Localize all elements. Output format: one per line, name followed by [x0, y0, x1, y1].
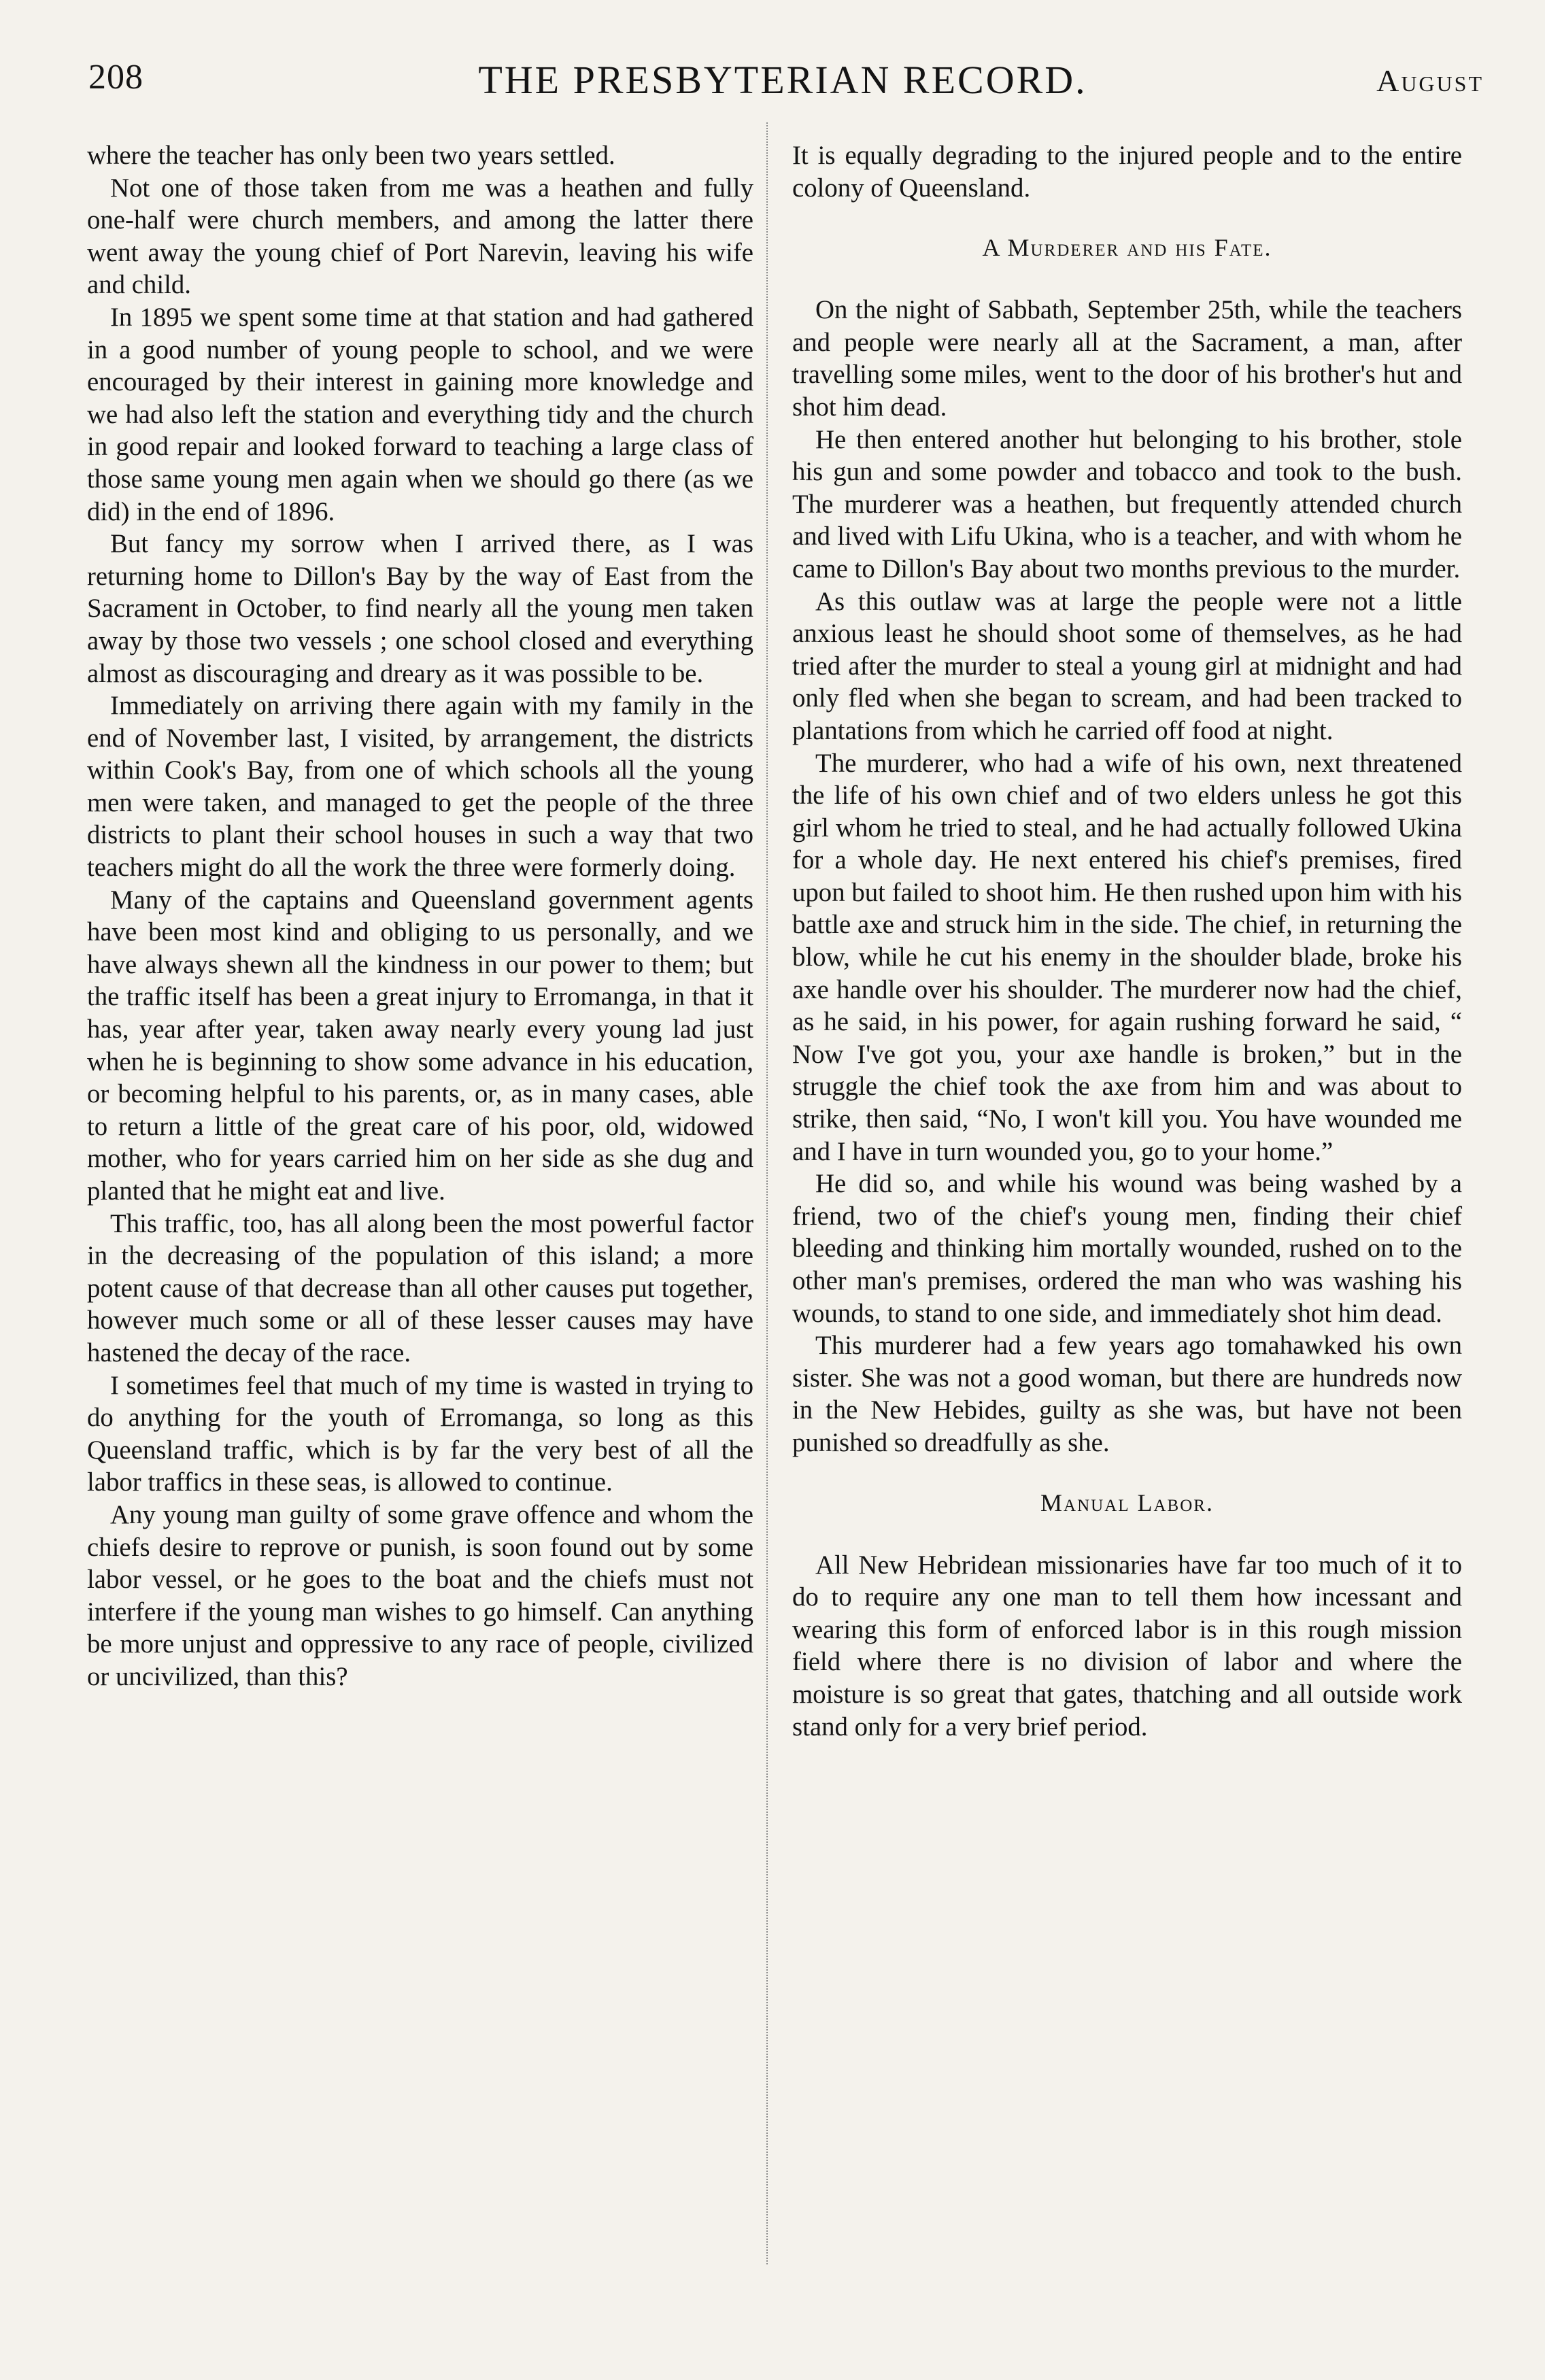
journal-title: THE PRESBYTERIAN RECORD. [478, 58, 1087, 102]
article-paragraph: Many of the captains and Queensland government agents have been most kind and obliging to us personally, and we have always shewn all the kindness in our power to them; but the traffic itself has been a great injury to Erromanga, in that it has, year after year, taken away nearly every young lad just when he is beginning to show some advance in his education, or becoming helpful to his parents, or, as in many cases, able to return a little of the great care of his poor, old, widowed mother, who for years carried him on her side as she dug and planted that he might eat and live. [87, 885, 753, 1206]
article-paragraph: It is equally degrading to the injured people and to the entire colony of Queensland. [792, 141, 1462, 203]
article-paragraph: This murderer had a few years ago tomahawked his own sister. She was not a good woman, but there are hundreds now in the New Hebides, guilty as she was, but have not been punished so dreadfully as she. [792, 1331, 1462, 1457]
article-paragraph: On the night of Sabbath, September 25th, while the teachers and people were nearly all at the Sacrament, a man, after travelling some miles, went to the door of his brother's hut and shot him dead. [792, 295, 1462, 422]
article-paragraph: I sometimes feel that much of my time is wasted in trying to do anything for the youth of Erromanga, so long as this Queensland traffic, which is by far the very best of all the labor traffics in these seas, is allowed to continue. [87, 1370, 753, 1497]
right-column [792, 139, 1462, 1743]
page-number: 208 [88, 58, 143, 97]
article-paragraph: As this outlaw was at large the people were not a little anxious least he should shoot some of themselves, as he had tried after the murder to steal a young girl at midnight and had only fled when she began to scream, and had been tracked to plantations from which he carried off food at night. [792, 586, 1462, 745]
section-heading-murderer: A Murderer and his Fate. [982, 234, 1272, 262]
article-paragraph: Immediately on arriving there again with my family in the end of November last, I visited, by arrangement, the districts within Cook's Bay, from one of which schools all the young men were taken, and managed to get the people of the three districts to plant their school houses in such a way that two teachers might do all the work the three were formerly doing. [87, 691, 753, 883]
article-paragraph: Any young man guilty of some grave offence and whom the chiefs desire to reprove or punish, is soon found out by some labor vessel, or he goes to the boat and the chiefs must not interfere if the young man wishes to go himself. Can anything be more unjust and oppressive to any race of people, civilized or uncivilized, than this? [87, 1499, 753, 1691]
issue-month: August [1376, 63, 1484, 98]
article-paragraph: But fancy my sorrow when I arrived there, as I was returning home to Dillon's Bay by the way of East from the Sacrament in October, to find nearly all the young men taken away by those two vessels ; one school closed and everything almost as discouraging and dreary as it was possible to be. [87, 529, 753, 688]
article-paragraph: The murderer, who had a wife of his own, next threatened the life of his own chief and of two elders unless he got this girl whom he tried to steal, and he had actually followed Ukina for a whole day. He next entered his chief's premises, fired upon but failed to shoot him. He then rushed upon him with his battle axe and struck him in the side. The chief, in returning the blow, while he cut his enemy in the shoulder blade, broke his axe handle over his shoulder. The murderer now had the chief, as he said, in his power, for again rushing forward he said, “ Now I've got you, your axe handle is broken,” but in the struggle the chief took the axe from him and was about to strike, then said, “No, I won't kill you. You have wounded me and I have in turn wounded you, go to your home.” [792, 748, 1462, 1166]
running-head [82, 57, 1484, 112]
column-divider [766, 122, 768, 2264]
left-column [87, 139, 753, 1693]
article-paragraph: He then entered another hut belonging to his brother, stole his gun and some powder and tobacco and took to the bush. The murderer was a heathen, but frequently attended church and lived with Lifu Ukina, who is a teacher, and with whom he came to Dillon's Bay about two months previous to the murder. [792, 424, 1462, 583]
article-paragraph: In 1895 we spent some time at that station and had gathered in a good number of young people to school, and we were encouraged by their interest in gaining more knowledge and we had also left the station and everything tidy and the church in good repair and looked forward to teaching a large class of those same young men again when we should go there (as we did) in the end of 1896. [87, 302, 753, 526]
article-paragraph: All New Hebridean missionaries have far too much of it to do to require any one man to tell them how incessant and wearing this form of enforced labor is in this rough mission field where there is no division of labor and where the moisture is so great that gates, thatching and all outside work stand only for a very brief period. [792, 1550, 1462, 1741]
article-paragraph: Not one of those taken from me was a heathen and fully one-half were church members, and among the latter there went away the young chief of Port Narevin, leaving his wife and child. [87, 173, 753, 300]
section-heading-manual-labor: Manual Labor. [1040, 1489, 1214, 1516]
article-paragraph: He did so, and while his wound was being washed by a friend, two of the chief's young men, finding their chief bleeding and thinking him mortally wounded, rushed on to the other man's premises, ordered the man who was washing his wounds, to stand to one side, and immediately shot him dead. [792, 1169, 1462, 1328]
article-paragraph: where the teacher has only been two years settled. [87, 141, 615, 170]
article-paragraph: This traffic, too, has all along been the most powerful factor in the decreasing of the population of this island; a more potent cause of that decrease than all other causes put together, however much some or all of these lesser causes may have hastened the decay of the race. [87, 1208, 753, 1367]
